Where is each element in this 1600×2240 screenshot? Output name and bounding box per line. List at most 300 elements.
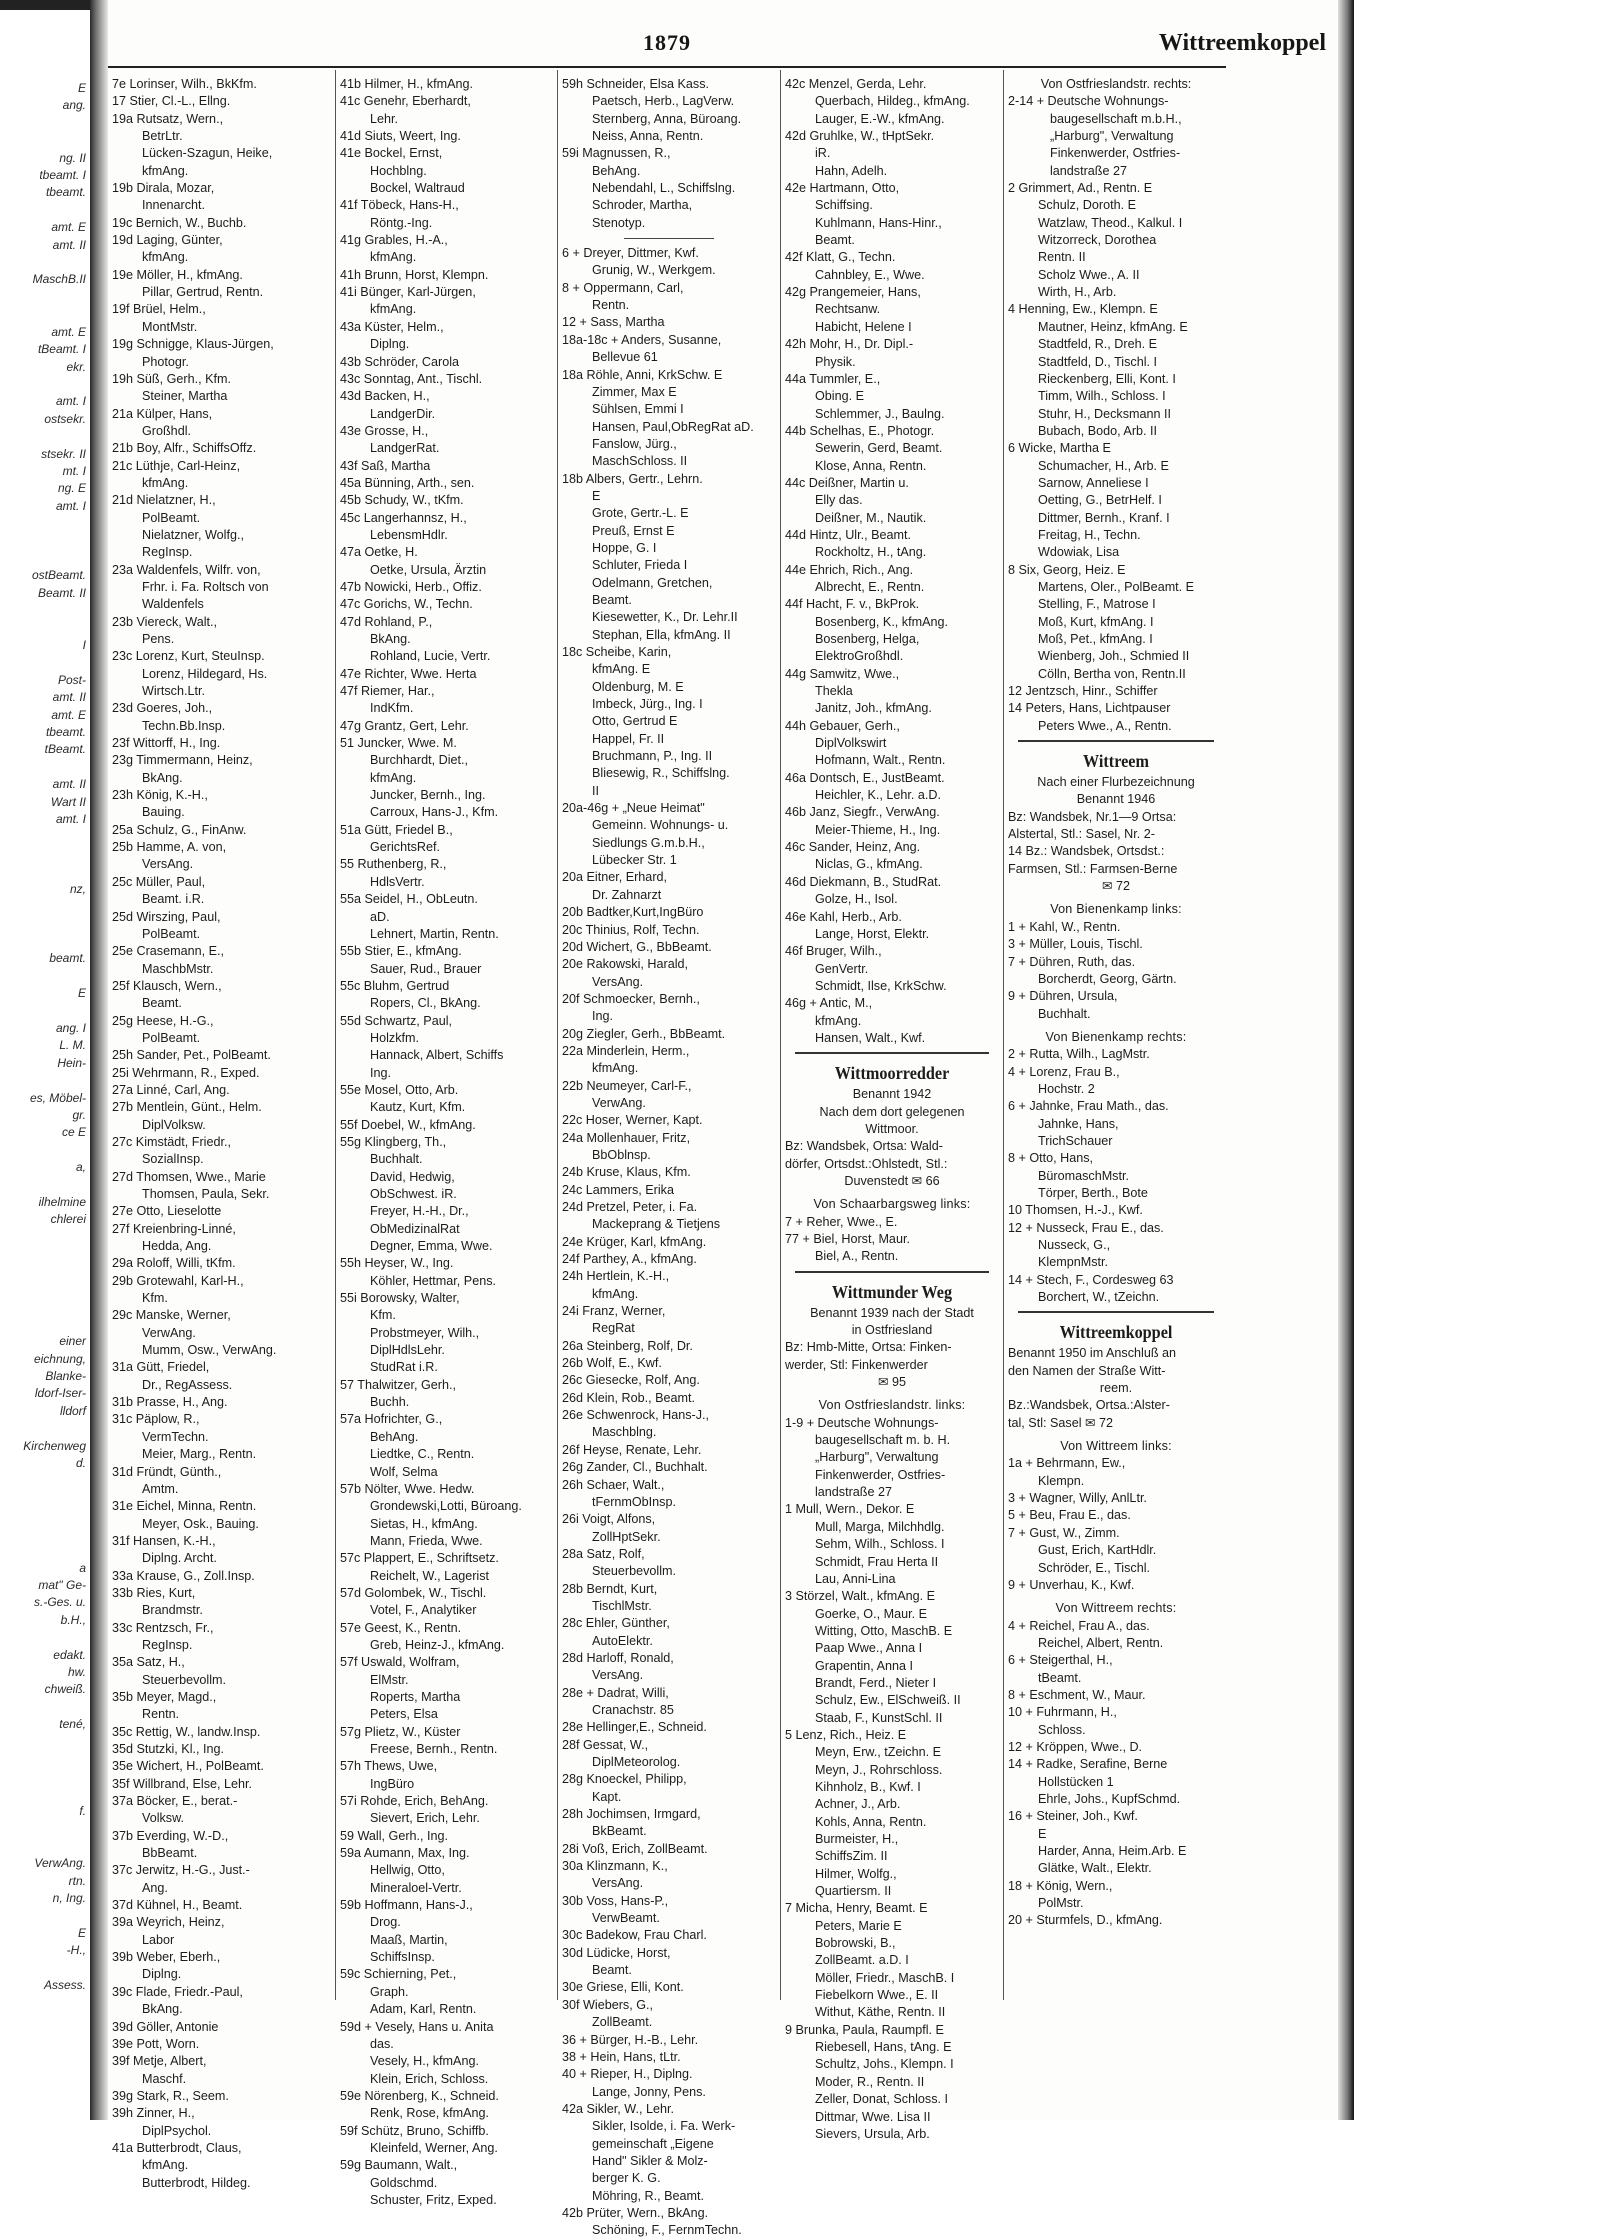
house-entry: 41i Bünger, Karl-Jürgen, — [340, 285, 476, 300]
page-edge-shadow — [1338, 0, 1354, 2120]
house-entry: 3 + Wagner, Willy, AnlLtr. — [1008, 1491, 1147, 1506]
resident-entry: Möller, Friedr., MaschB. I — [815, 1970, 955, 1985]
house-entry: 47d Rohland, P., — [340, 614, 433, 629]
resident-entry: Köhler, Hettmar, Pens. — [370, 1273, 496, 1288]
header-rule — [108, 66, 1226, 68]
resident-entry: Grondewski,Lotti, Büroang. — [370, 1499, 522, 1514]
fragment-line: chlerei — [50, 1212, 86, 1227]
resident-entry: Lübecker Str. 1 — [592, 853, 677, 868]
house-entry: 25g Heese, H.-G., — [112, 1013, 214, 1028]
resident-entry: Staab, F., KunstSchl. II — [815, 1710, 943, 1725]
resident-entry: ObSchwest. iR. — [370, 1187, 457, 1201]
fragment-line — [0, 132, 86, 149]
resident-entry: Möhring, R., Beamt. — [592, 2188, 704, 2203]
house-entry: 44g Samwitz, Wwe., — [785, 666, 900, 681]
house-entry: 3 Störzel, Walt., kfmAng. E — [785, 1589, 936, 1604]
resident-entry: Hochstr. 2 — [1038, 1081, 1095, 1096]
fragment-line: d. — [75, 1456, 86, 1471]
house-entry: 41c Genehr, Eberhardt, — [340, 94, 471, 109]
resident-entry: BbBeamt. — [142, 1846, 198, 1861]
column-divider — [557, 70, 558, 2000]
house-entry: 18 + König, Wern., — [1008, 1878, 1113, 1893]
resident-entry: PolBeamt. — [142, 1030, 201, 1045]
resident-entry: Schuster, Fritz, Exped. — [370, 2192, 497, 2207]
house-entry: 59h Schneider, Elsa Kass. — [562, 77, 710, 91]
resident-entry: Habicht, Helene I — [815, 319, 912, 334]
house-entry: 51 Juncker, Wwe. M. — [340, 736, 457, 751]
resident-entry: Lehnert, Martin, Rentn. — [370, 926, 499, 941]
fragment-line — [0, 1420, 86, 1437]
house-entry: 37a Böcker, E., berat.- — [112, 1794, 238, 1809]
house-entry: 31a Gütt, Friedel, — [112, 1360, 210, 1375]
house-entry: 20f Schmoecker, Bernh., — [562, 991, 700, 1006]
house-entry: 39e Pott, Worn. — [112, 2036, 200, 2051]
section-note: Benannt 1946 — [1076, 792, 1156, 807]
fragment-line: amt. I — [55, 498, 86, 513]
resident-entry: BkAng. — [142, 2002, 183, 2017]
house-entry: 8 + Oppermann, Carl, — [562, 280, 684, 295]
resident-entry: Beamt. — [815, 233, 855, 248]
resident-entry: Wdowiak, Lisa — [1038, 545, 1120, 560]
house-entry: 47a Oetke, H. — [340, 545, 418, 560]
resident-entry: Borcherdt, Georg, Gärtn. — [1038, 971, 1177, 986]
house-entry: 26h Schaer, Walt., — [562, 1477, 665, 1492]
house-entry: 57g Plietz, W., Küster — [340, 1724, 461, 1739]
resident-entry: Sievert, Erich, Lehr. — [370, 1811, 480, 1826]
house-entry: 23f Wittorff, H., Ing. — [112, 736, 221, 751]
house-entry: 57i Rohde, Erich, BehAng. — [340, 1794, 489, 1809]
fragment-line — [0, 1281, 86, 1298]
resident-entry: Maschblng. — [592, 1425, 657, 1440]
resident-entry: Finkenwerder, Ostfries- — [1050, 146, 1181, 161]
house-entry: 26c Giesecke, Rolf, Ang. — [562, 1373, 700, 1388]
fragment-line — [0, 916, 86, 933]
house-entry: 51a Gütt, Friedel B., — [340, 822, 453, 837]
resident-entry: Labor — [142, 1932, 175, 1947]
resident-entry: RegInsp. — [142, 1637, 193, 1652]
house-entry: 59a Aumann, Max, Ing. — [340, 1846, 470, 1861]
resident-entry: Nielatzner, Wolfg., — [142, 527, 244, 542]
resident-entry: Kihnholz, B., Kwf. I — [815, 1779, 921, 1794]
house-entry: 29a Roloff, Willi, tKfm. — [112, 1256, 236, 1271]
house-entry: 45a Bünning, Arth., sen. — [340, 475, 475, 490]
resident-entry: Biel, A., Rentn. — [815, 1249, 899, 1264]
fragment-line: E — [77, 81, 86, 95]
fragment-line — [0, 1003, 86, 1020]
house-entry: 55c Bluhm, Gertrud — [340, 978, 450, 993]
resident-entry: Nebendahl, L., Schiffslng. — [592, 181, 736, 196]
resident-entry: Meyer, Osk., Bauing. — [142, 1516, 259, 1531]
house-entry: 26f Heyse, Renate, Lehr. — [562, 1442, 702, 1457]
resident-entry: Maaß, Martin, — [370, 1932, 448, 1947]
running-head: Wittreemkoppel — [1158, 30, 1326, 56]
house-entry: 44e Ehrich, Rich., Ang. — [785, 562, 914, 577]
house-entry: 6 + Jahnke, Frau Math., das. — [1008, 1099, 1169, 1114]
resident-entry: Oetting, G., BetrHelf. I — [1038, 493, 1162, 508]
resident-entry: Odelmann, Gretchen, — [592, 575, 713, 590]
resident-entry: Schroder, Martha, — [592, 198, 693, 213]
house-entry: 27d Thomsen, Wwe., Marie — [112, 1169, 266, 1184]
resident-entry: Happel, Fr. II — [592, 731, 665, 746]
house-entry: 44c Deißner, Martin u. — [785, 475, 909, 490]
house-entry: 42e Hartmann, Otto, — [785, 181, 900, 196]
house-entry: 39h Zinner, H., — [112, 2106, 195, 2121]
house-entry: 33c Rentzsch, Fr., — [112, 1620, 214, 1635]
resident-entry: kfmAng. — [592, 1286, 639, 1301]
resident-entry: Sarnow, Anneliese I — [1038, 475, 1149, 490]
fragment-line: beamt. — [49, 951, 86, 966]
resident-entry: Kiesewetter, K., Dr. Lehr.II — [592, 610, 738, 625]
resident-entry: Stephan, Ella, kfmAng. II — [592, 627, 731, 642]
house-entry: 20a Eitner, Erhard, — [562, 870, 668, 885]
resident-entry: Thomsen, Paula, Sekr. — [142, 1187, 270, 1201]
resident-entry: VersAng. — [592, 1876, 644, 1891]
resident-entry: Hedda, Ang. — [142, 1239, 212, 1254]
house-entry: 27e Otto, Lieselotte — [112, 1204, 222, 1219]
resident-entry: Fiebelkorn Wwe., E. II — [815, 1988, 939, 2003]
house-entry: 57c Plappert, E., Schriftsetz. — [340, 1551, 499, 1566]
house-entry: 39f Metje, Albert, — [112, 2054, 207, 2069]
resident-entry: Timm, Wilh., Schloss. I — [1038, 389, 1166, 404]
house-entry: 41h Brunn, Horst, Klempn. — [340, 267, 489, 282]
house-entry: 36 + Bürger, H.-B., Lehr. — [562, 2032, 699, 2047]
fragment-line — [0, 1960, 86, 1977]
resident-entry: Steiner, Martha — [142, 389, 228, 404]
house-entry: 23g Timmermann, Heinz, — [112, 753, 253, 768]
house-entry: 42a Sikler, W., Lehr. — [562, 2101, 675, 2116]
house-entry: 35c Rettig, W., landw.Insp. — [112, 1724, 261, 1739]
section-note: ✉ 72 — [1101, 879, 1131, 894]
house-entry: 43b Schröder, Carola — [340, 354, 460, 369]
house-entry: 8 + Eschment, W., Maur. — [1008, 1687, 1146, 1702]
resident-entry: landstraße 27 — [815, 1485, 893, 1500]
resident-entry: DiplHdlsLehr. — [370, 1343, 445, 1358]
house-entry: 35a Satz, H., — [112, 1655, 185, 1670]
resident-entry: Siedlungs G.m.b.H., — [592, 835, 705, 850]
house-entry: 20b Badtker,Kurt,IngBüro — [562, 905, 704, 920]
resident-entry: Volksw. — [142, 1811, 184, 1826]
resident-entry: Moder, R., Rentn. II — [815, 2074, 925, 2089]
house-entry: 42c Menzel, Gerda, Lehr. — [785, 77, 927, 91]
house-entry: 59f Schütz, Bruno, Schiffb. — [340, 2123, 489, 2138]
house-entry: 26b Wolf, E., Kwf. — [562, 1356, 662, 1371]
resident-entry: Pillar, Gertrud, Rentn. — [142, 285, 264, 300]
resident-entry: Beamt. i.R. — [142, 892, 205, 907]
fragment-line: amt. E — [51, 324, 86, 339]
resident-entry: GerichtsRef. — [370, 840, 440, 855]
house-entry: 9 Brunka, Paula, Raumpfl. E — [785, 2022, 944, 2037]
street-rule — [1018, 1311, 1214, 1313]
resident-entry: Wienberg, Joh., Schmied II — [1038, 649, 1190, 664]
house-entry: 25b Hamme, A. von, — [112, 840, 227, 855]
house-entry: 41g Grables, H.-A., — [340, 233, 448, 248]
resident-entry: Diplng. — [142, 1967, 182, 1982]
house-entry: 1 Mull, Wern., Dekor. E — [785, 1502, 915, 1517]
resident-entry: BkAng. — [142, 770, 183, 785]
resident-entry: landstraße 27 — [1050, 163, 1128, 178]
house-entry: 4 + Reichel, Frau A., das. — [1008, 1618, 1150, 1633]
resident-entry: Moß, Kurt, kfmAng. I — [1038, 614, 1154, 629]
house-entry: 19a Rutsatz, Wern., — [112, 111, 224, 126]
house-entry: 30d Lüdicke, Horst, — [562, 1945, 671, 1960]
resident-entry: kfmAng. — [370, 302, 417, 317]
resident-entry: tBeamt. — [1038, 1670, 1082, 1685]
house-entry: 42d Gruhlke, W., tHptSekr. — [785, 129, 935, 144]
resident-entry: Schulz, Doroth. E — [1038, 198, 1136, 213]
fragment-line: Hein- — [57, 1055, 86, 1070]
house-entry: 9 + Unverhau, K., Kwf. — [1008, 1577, 1135, 1592]
resident-entry: ObMedizinalRat — [370, 1221, 460, 1236]
resident-entry: Janitz, Joh., kfmAng. — [815, 701, 932, 716]
fragment-line: a — [79, 1560, 86, 1575]
resident-entry: Dr., RegAssess. — [142, 1377, 233, 1392]
resident-entry: Meyn, J., Rohrschloss. — [815, 1762, 943, 1777]
house-entry: 5 + Beu, Frau E., das. — [1008, 1508, 1131, 1523]
house-entry: 27f Kreienbring-Linné, — [112, 1221, 236, 1236]
resident-entry: Mackeprang & Tietjens — [592, 1217, 721, 1232]
house-entry: 33b Ries, Kurt, — [112, 1585, 196, 1600]
resident-entry: Bruchmann, P., Ing. II — [592, 749, 713, 764]
resident-entry: Adam, Karl, Rentn. — [370, 2002, 477, 2017]
resident-entry: HdlsVertr. — [370, 874, 425, 889]
resident-entry: II — [592, 783, 599, 798]
house-entry: 5 Lenz, Rich., Heiz. E — [785, 1727, 907, 1742]
house-entry: 27c Kimstädt, Friedr., — [112, 1134, 231, 1149]
house-entry: 26e Schwenrock, Hans-J., — [562, 1408, 709, 1423]
fragment-line: stsekr. II — [41, 446, 86, 461]
resident-entry: VersAng. — [592, 974, 644, 989]
house-entry: 28h Jochimsen, Irmgard, — [562, 1807, 701, 1822]
resident-entry: Hansen, Walt., Kwf. — [815, 1030, 926, 1045]
house-entry: 21d Nielatzner, H., — [112, 493, 216, 508]
previous-page-fragment — [0, 80, 86, 1993]
resident-entry: LebensmHdlr. — [370, 527, 448, 542]
resident-entry: Schmidt, Frau Herta II — [815, 1554, 939, 1569]
resident-entry: MontMstr. — [142, 319, 198, 334]
resident-entry: Beamt. — [592, 1963, 632, 1978]
resident-entry: Ing. — [592, 1009, 614, 1024]
house-entry: 39b Weber, Eberh., — [112, 1950, 221, 1965]
resident-entry: LandgerDir. — [370, 406, 436, 421]
house-entry: 28b Berndt, Kurt, — [562, 1581, 658, 1596]
house-entry: 41e Bockel, Ernst, — [340, 146, 443, 161]
resident-entry: das. — [370, 2036, 394, 2051]
house-entry: 44h Gebauer, Gerh., — [785, 718, 900, 733]
fragment-line: mt. I — [62, 463, 86, 478]
house-entry: 9 + Dühren, Ursula, — [1008, 989, 1118, 1004]
house-entry: 28e + Dadrat, Willi, — [562, 1685, 669, 1700]
house-entry: 38 + Hein, Hans, tLtr. — [562, 2049, 681, 2064]
resident-entry: Steuerbevollm. — [142, 1672, 226, 1687]
resident-entry: Vesely, H., kfmAng. — [370, 2054, 479, 2069]
section-note: Von Ostfrieslandstr. links: — [818, 1398, 966, 1413]
resident-entry: Bellevue 61 — [592, 350, 658, 365]
resident-entry: Jahnke, Hans, — [1038, 1116, 1119, 1131]
resident-entry: Physik. — [815, 354, 856, 369]
resident-entry: Bliesewig, R., Schiffslng. — [592, 766, 730, 781]
resident-entry: Achner, J., Arb. — [815, 1797, 901, 1812]
house-entry: 31f Hansen, K.-H., — [112, 1533, 216, 1548]
resident-entry: Mautner, Heinz, kfmAng. E — [1038, 319, 1188, 334]
house-entry: 46b Janz, Siegfr., VerwAng. — [785, 805, 940, 820]
resident-entry: Törper, Berth., Bote — [1038, 1185, 1148, 1200]
fragment-line: ng. II — [59, 150, 86, 165]
house-entry: 57d Golombek, W., Tischl. — [340, 1585, 487, 1600]
house-entry: 18a Röhle, Anni, KrkSchw. E — [562, 367, 723, 382]
house-entry: Bz: Wandsbek, Nr.1—9 Ortsa: — [1008, 809, 1177, 824]
house-entry: 7 + Gust, W., Zimm. — [1008, 1525, 1120, 1540]
resident-entry: Schiffsing. — [815, 198, 873, 213]
resident-entry: Schumacher, H., Arb. E — [1038, 458, 1169, 473]
house-entry: 6 + Dreyer, Dittmer, Kwf. — [562, 246, 699, 261]
house-entry: 24h Hertlein, K.-H., — [562, 1269, 670, 1284]
resident-entry: Dittmar, Wwe. Lisa II — [815, 2109, 931, 2124]
resident-entry: Diplng. Archt. — [142, 1551, 217, 1566]
house-entry: 39a Weyrich, Heinz, — [112, 1915, 225, 1930]
house-entry: 55h Heyser, W., Ing. — [340, 1256, 454, 1271]
fragment-line: L. M. — [59, 1038, 86, 1053]
resident-entry: Mull, Marga, Milchhdlg. — [815, 1519, 945, 1534]
resident-entry: BehAng. — [592, 163, 641, 178]
resident-entry: Renk, Rose, kfmAng. — [370, 2106, 489, 2121]
house-entry: 19h Süß, Gerh., Kfm. — [112, 371, 231, 386]
house-entry: 44d Hintz, Ulr., Beamt. — [785, 527, 911, 542]
house-entry: 7e Lorinser, Wilh., BkKfm. — [112, 77, 257, 91]
resident-entry: BüromaschMstr. — [1038, 1168, 1129, 1183]
resident-entry: Cahnbley, E., Wwe. — [815, 267, 925, 282]
house-entry: 28i Voß, Erich, ZollBeamt. — [562, 1841, 708, 1856]
fragment-line — [0, 968, 86, 985]
house-entry: 35e Wichert, H., PolBeamt. — [112, 1759, 264, 1774]
house-entry: 37b Everding, W.-D., — [112, 1828, 229, 1843]
resident-entry: Degner, Emma, Wwe. — [370, 1239, 493, 1254]
fragment-line: hw. — [67, 1664, 86, 1679]
fragment-line: lldorf — [59, 1403, 86, 1418]
section-note: Von Ostfrieslandstr. rechts: — [1040, 77, 1192, 91]
resident-entry: Kohls, Anna, Rentn. — [815, 1814, 927, 1829]
house-entry: 18b Albers, Gertr., Lehrn. — [562, 471, 703, 486]
resident-entry: Freese, Bernh., Rentn. — [370, 1742, 498, 1756]
resident-entry: Scholz Wwe., A. II — [1038, 267, 1140, 282]
resident-entry: Rechtsanw. — [815, 302, 881, 317]
resident-entry: Probstmeyer, Wilh., — [370, 1325, 480, 1340]
resident-entry: Hansen, Paul,ObRegRat aD. — [592, 419, 754, 434]
house-entry: 4 + Lorenz, Frau B., — [1008, 1064, 1120, 1079]
resident-entry: Nusseck, G., — [1038, 1238, 1111, 1252]
column-1 — [112, 76, 330, 2190]
house-entry: 17 Stier, Cl.-L., Ellng. — [112, 94, 231, 109]
resident-entry: Bauing. — [142, 805, 185, 820]
resident-entry: BkBeamt. — [592, 1824, 647, 1839]
house-entry: 26i Voigt, Alfons, — [562, 1512, 656, 1527]
fragment-line: amt. E — [51, 707, 86, 722]
resident-entry: TrichSchauer — [1038, 1133, 1113, 1148]
fragment-line — [0, 654, 86, 671]
resident-entry: Schultz, Johs., Klempn. I — [815, 2057, 954, 2072]
house-entry: 55d Schwartz, Paul, — [340, 1013, 453, 1028]
resident-entry: Borchert, W., tZeichn. — [1038, 1290, 1160, 1305]
house-entry: 28a Satz, Rolf, — [562, 1546, 645, 1561]
fragment-line — [0, 1751, 86, 1768]
house-entry: 21b Boy, Alfr., SchiffsOffz. — [112, 441, 257, 456]
fragment-line: einer — [59, 1334, 86, 1349]
house-entry: 59d + Vesely, Hans u. Anita — [340, 2019, 494, 2034]
fragment-line: ldorf-Iser- — [34, 1386, 86, 1401]
house-entry: 30e Griese, Elli, Kont. — [562, 1980, 684, 1995]
resident-entry: Otto, Gertrud E — [592, 714, 678, 729]
section-note: in Ostfriesland — [851, 1323, 933, 1338]
house-entry: 20d Wichert, G., BbBeamt. — [562, 939, 712, 954]
fragment-line: amt. II — [52, 777, 86, 792]
house-entry: 18a-18c + Anders, Susanne, — [562, 332, 722, 347]
resident-entry: kfmAng. — [142, 250, 189, 265]
resident-entry: VersAng. — [592, 1668, 644, 1683]
street-rule — [795, 1271, 989, 1273]
resident-entry: Hahn, Adelh. — [815, 163, 888, 178]
resident-entry: E — [592, 488, 601, 503]
fragment-line — [0, 1768, 86, 1785]
street-heading: Wittmunder Weg — [831, 1281, 953, 1302]
house-entry: 19e Möller, H., kfmAng. — [112, 267, 243, 282]
resident-entry: kfmAng. — [370, 770, 417, 785]
resident-entry: Zimmer, Max E — [592, 384, 677, 399]
resident-entry: gemeinschaft „Eigene — [592, 2136, 714, 2151]
resident-entry: ZollBeamt. a.D. I — [815, 1953, 909, 1968]
house-entry: 7 + Reher, Wwe., E. — [785, 1214, 898, 1229]
house-entry: 20g Ziegler, Gerh., BbBeamt. — [562, 1026, 726, 1041]
fragment-line: tBeamt. — [44, 742, 86, 757]
resident-entry: Meier-Thieme, H., Ing. — [815, 822, 941, 837]
fragment-line: amt. II — [52, 690, 86, 705]
fragment-line — [0, 1507, 86, 1524]
resident-entry: Wolf, Selma — [370, 1464, 438, 1479]
resident-entry: E — [1038, 1826, 1047, 1841]
fragment-line — [0, 1298, 86, 1315]
house-entry: 23d Goeres, Joh., — [112, 701, 213, 716]
resident-entry: Peters, Elsa — [370, 1707, 438, 1722]
resident-entry: Deißner, M., Nautik. — [815, 510, 927, 525]
fragment-line: f. — [79, 1804, 86, 1819]
house-entry: 59c Schierning, Pet., — [340, 1967, 457, 1982]
resident-entry: Hofmann, Walt., Rentn. — [815, 753, 946, 768]
fragment-line: es, Möbel- — [29, 1090, 86, 1105]
resident-entry: DiplVolksw. — [142, 1117, 206, 1132]
fragment-line: E — [77, 1926, 86, 1941]
fragment-line: ekr. — [66, 359, 86, 374]
resident-entry: VerwBeamt. — [592, 1911, 660, 1926]
house-entry: 59i Magnussen, R., — [562, 146, 671, 161]
resident-entry: Rentn. II — [1038, 250, 1086, 265]
fragment-line: amt. I — [55, 394, 86, 409]
resident-entry: kfmAng. — [142, 475, 189, 490]
house-entry: tal, Stl: Sasel ✉ 72 — [1008, 1415, 1114, 1430]
resident-entry: Kautz, Kurt, Kfm. — [370, 1100, 466, 1115]
resident-entry: MaschSchloss. II — [592, 454, 688, 469]
house-entry: 30a Klinzmann, K., — [562, 1859, 668, 1874]
resident-entry: GenVertr. — [815, 961, 869, 976]
resident-entry: Kapt. — [592, 1789, 622, 1804]
resident-entry: Mineraloel-Vertr. — [370, 1880, 462, 1895]
house-entry: 47c Gorichs, W., Techn. — [340, 597, 473, 612]
house-entry: 35f Willbrand, Else, Lehr. — [112, 1776, 253, 1791]
fragment-line: E — [77, 986, 86, 1001]
resident-entry: Stadtfeld, D., Tischl. I — [1038, 354, 1157, 369]
resident-entry: ZollHptSekr. — [592, 1529, 661, 1544]
book-gutter — [90, 0, 108, 2120]
resident-entry: Bubach, Bodo, Arb. II — [1038, 423, 1158, 438]
house-entry: 14 + Stech, F., Cordesweg 63 — [1008, 1272, 1174, 1287]
resident-entry: kfmAng. E — [592, 662, 651, 677]
